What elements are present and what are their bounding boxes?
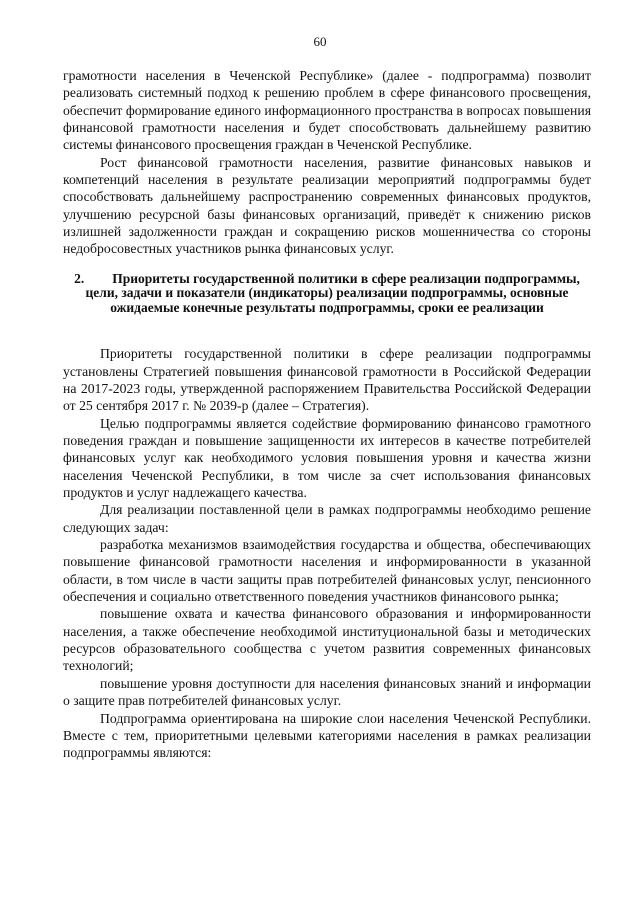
paragraph: Подпрограмма ориентирована на широкие слои населения Чеченской Республики. Вместе с тем, приоритетными целевыми категориями населения в рамках реализации подпрограммы являются: <box>63 710 591 761</box>
paragraph: Для реализации поставленной цели в рамках подпрограммы необходимо решение следующих задач: <box>63 502 591 535</box>
paragraph: повышение уровня доступности для населения финансовых знаний и информации о защите прав потребителей финансовых услуг. <box>63 675 591 709</box>
paragraph: Приоритеты государственной политики в сфере реализации подпрограммы установлены Стратегией повышения финансовой грамотности в Российской Федерации на 2017-2023 годы, утвержденной распоряжением Правительства Российской Федерации от 25 сентября 2017 г. № 2039-р (далее – Стратегия). <box>63 346 591 414</box>
section-title: Приоритеты государственной политики в сфере реализации подпрограммы, цели, задачи и показатели (индикаторы) реализации подпрограммы, основные ожидаемые конечные результаты подпрограммы, сроки ее реализации <box>85 270 580 315</box>
paragraph: грамотности населения в Чеченской Республике» (далее - подпрограмма) позволит реализовать системный подход к решению проблем в сфере финансового просвещения, обеспечит формирование единого информационного пространства в вопросах повышения финансовой грамотности населения и будет способствовать дальнейшему развитию системы финансового просвещения граждан в Чеченской Республике. <box>63 68 591 153</box>
page-number: 60 <box>313 34 327 49</box>
paragraphs-after-section <box>63 345 591 761</box>
paragraph: Целью подпрограммы является содействие формированию финансово грамотного поведения граждан и повышение защищенности их интересов в качестве потребителей финансовых услуг как необходимого условия повышения уровня и качества жизни населения Чеченской Республики, в том числе за счет использования финансовых продуктов и услуг надлежащего качества. <box>63 415 591 501</box>
paragraph: Рост финансовой грамотности населения, развитие финансовых навыков и компетенций населения в результате реализации мероприятий подпрограммы будет способствовать дальнейшему распространению современных финансовых продуктов, улучшению ресурсной базы финансовых организаций, приведёт к снижению рисков излишней задолженности граждан и сокращению рисков мошенничества со стороны недобросовестных участников рынка финансовых услуг. <box>63 154 591 257</box>
paragraphs-before-section <box>63 67 591 258</box>
section-number: 2. <box>74 270 85 286</box>
section-heading <box>63 272 591 316</box>
document-body <box>63 67 591 762</box>
paragraph: разработка механизмов взаимодействия государства и общества, обеспечивающих повышение финансовой грамотности населения и информированности в указанной области, в том числе в части защиты прав потребителей финансовых услуг, пенсионного обеспечения и социально ответственного поведения участников финансового рынка; <box>63 537 591 605</box>
paragraph: повышение охвата и качества финансового образования и информированности населения, а также обеспечение необходимой институциональной базы и методических ресурсов образовательного сообщества с учетом развития современных финансовых технологий; <box>63 606 591 674</box>
